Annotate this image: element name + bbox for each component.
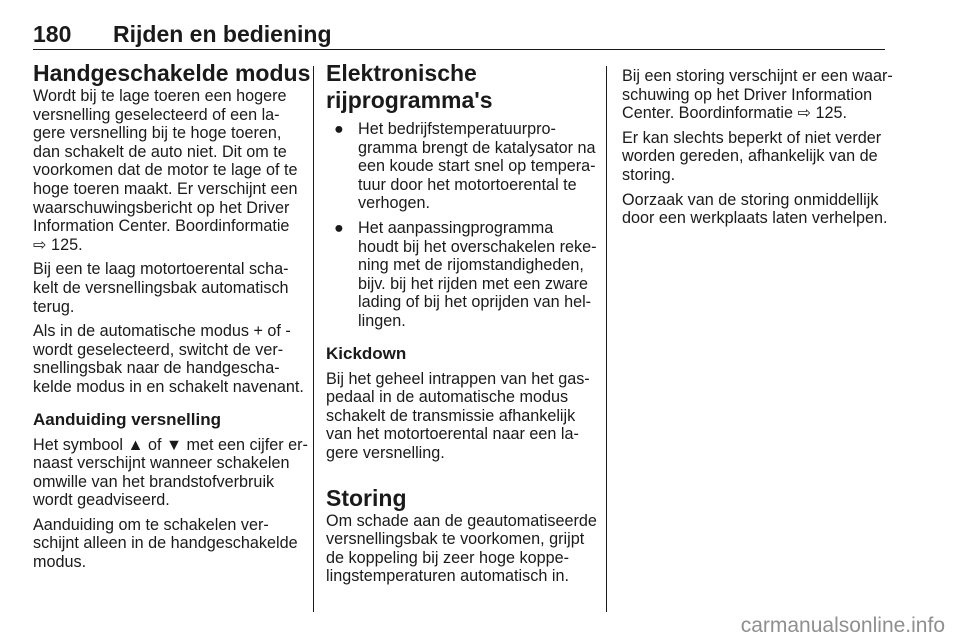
text-line: modus. (33, 553, 87, 572)
text-line: van het motortoerental naar een la- (326, 425, 579, 444)
text-line: gramma brengt de katalysator na (358, 138, 596, 157)
text-line: storing. (622, 165, 676, 184)
text-line: versnellingsbak te voorkomen, grijpt (326, 530, 585, 549)
page-number: 180 (33, 21, 72, 47)
bullet-icon: ● (334, 120, 344, 138)
text-line: schijnt alleen in de handgeschakelde (33, 534, 298, 553)
text-line: terug. (33, 297, 75, 316)
text-line: de koppeling bij zeer hoge koppe- (326, 548, 569, 567)
paragraph (622, 129, 888, 185)
text-line: Er kan slechts beperkt of niet verder (622, 128, 882, 147)
text-line: omwille van het brandstofverbruik (33, 472, 275, 491)
text-line: Bij een storing verschijnt er een waar- (622, 67, 893, 85)
text-line: bijv. bij het rijden met een zware (358, 274, 589, 293)
text-line: schuwing op het Driver Information (622, 85, 873, 104)
page-header (33, 22, 885, 46)
text-line: gere versnelling bij te hoge toeren, (33, 124, 282, 143)
column-1 (33, 60, 311, 572)
text-line: lingstemperaturen automatisch in. (326, 567, 569, 586)
paragraph (33, 260, 300, 316)
text-line: Oorzaak van de storing onmiddellijk (622, 190, 879, 209)
text-line: voorkomen dat de motor te lage of te (33, 161, 298, 180)
text-line: lingen. (358, 311, 406, 330)
paragraph (33, 87, 300, 254)
column-divider (313, 66, 314, 612)
text-line: waarschuwingsbericht op het Driver (33, 198, 290, 217)
header-rule (33, 49, 885, 50)
text-line: Bij het geheel intrappen van het gas- (326, 369, 590, 388)
section-heading: Storing (326, 484, 407, 511)
running-title: Rijden en bediening (113, 21, 332, 47)
section-heading: Handgeschakelde modus (33, 60, 311, 86)
text-line: pedaal in de automatische modus (326, 388, 569, 407)
text-line: snellingsbak naar de handgescha- (33, 359, 280, 378)
subsection-heading: Kickdown (326, 343, 407, 363)
text-line: ning met de rijomstandigheden, (358, 256, 584, 275)
text-line: verhogen. (358, 194, 430, 213)
section-heading: rijprogramma's (326, 87, 493, 113)
text-line: houdt bij het overschakelen reke- (358, 237, 597, 256)
text-line: Wordt bij te lage toeren een hogere (33, 87, 287, 105)
text-line: schakelt de transmissie afhankelijk (326, 406, 576, 425)
column-divider (606, 66, 607, 612)
paragraph (33, 516, 300, 572)
subsection-heading: Aanduiding versnelling (33, 409, 221, 429)
text-line: lading of bij het oprijden van hel- (358, 293, 592, 312)
text-line: Het aanpassingprogramma (358, 218, 554, 237)
text-line: versnelling geselecteerd of een la- (33, 105, 280, 124)
text-line: Bij een te laag motortoerental scha- (33, 260, 289, 279)
text-line: kelde modus in en schakelt navenant. (33, 377, 304, 396)
watermark-text: carmanualsonline.info (740, 614, 945, 637)
column-3 (622, 67, 893, 228)
paragraph (622, 191, 888, 228)
text-line: wordt geadviseerd. (33, 491, 170, 510)
paragraph (326, 511, 597, 586)
paragraph (33, 435, 308, 510)
column-2 (326, 60, 597, 586)
list-item (326, 120, 596, 213)
list-item (326, 218, 597, 331)
text-line: wordt geselecteerd, switcht de ver- (33, 340, 284, 359)
text-line: kelt de versnellingsbak automatisch (33, 278, 289, 297)
text-line: worden gereden, afhankelijk van de (622, 147, 878, 166)
bullet-icon: ● (334, 218, 344, 237)
text-line: gere versnelling. (326, 443, 445, 462)
paragraph (326, 370, 592, 463)
text-line: Aanduiding om te schakelen ver- (33, 515, 269, 534)
page-reference-link[interactable]: ⇨ 125. (33, 235, 83, 254)
text-line: tuur door het motortoerental te (358, 175, 577, 194)
text-line: Als in de automatische modus + of - (33, 322, 291, 341)
text-line: Het symbool ▲ of ▼ met een cijfer er- (33, 435, 308, 454)
text-line: dan schakelt de auto niet. Dit om te (33, 142, 287, 161)
text-line: een koude start snel op tempera- (358, 157, 596, 176)
text-line: door een werkplaats laten verhelpen. (622, 209, 888, 228)
paragraph (622, 67, 893, 123)
page-reference-link[interactable]: Center. Boordinformatie ⇨ 125. (622, 104, 848, 123)
text-line: Information Center. Boordinformatie (33, 217, 290, 236)
text-line: Om schade aan de geautomatiseerde (326, 511, 597, 530)
text-line: naast verschijnt wanneer schakelen (33, 454, 290, 473)
paragraph (33, 322, 304, 396)
text-line: hoge toeren maakt. Er verschijnt een (33, 179, 298, 198)
text-line: Het bedrijfstemperatuurpro- (358, 120, 556, 138)
section-heading: Elektronische (326, 60, 477, 86)
